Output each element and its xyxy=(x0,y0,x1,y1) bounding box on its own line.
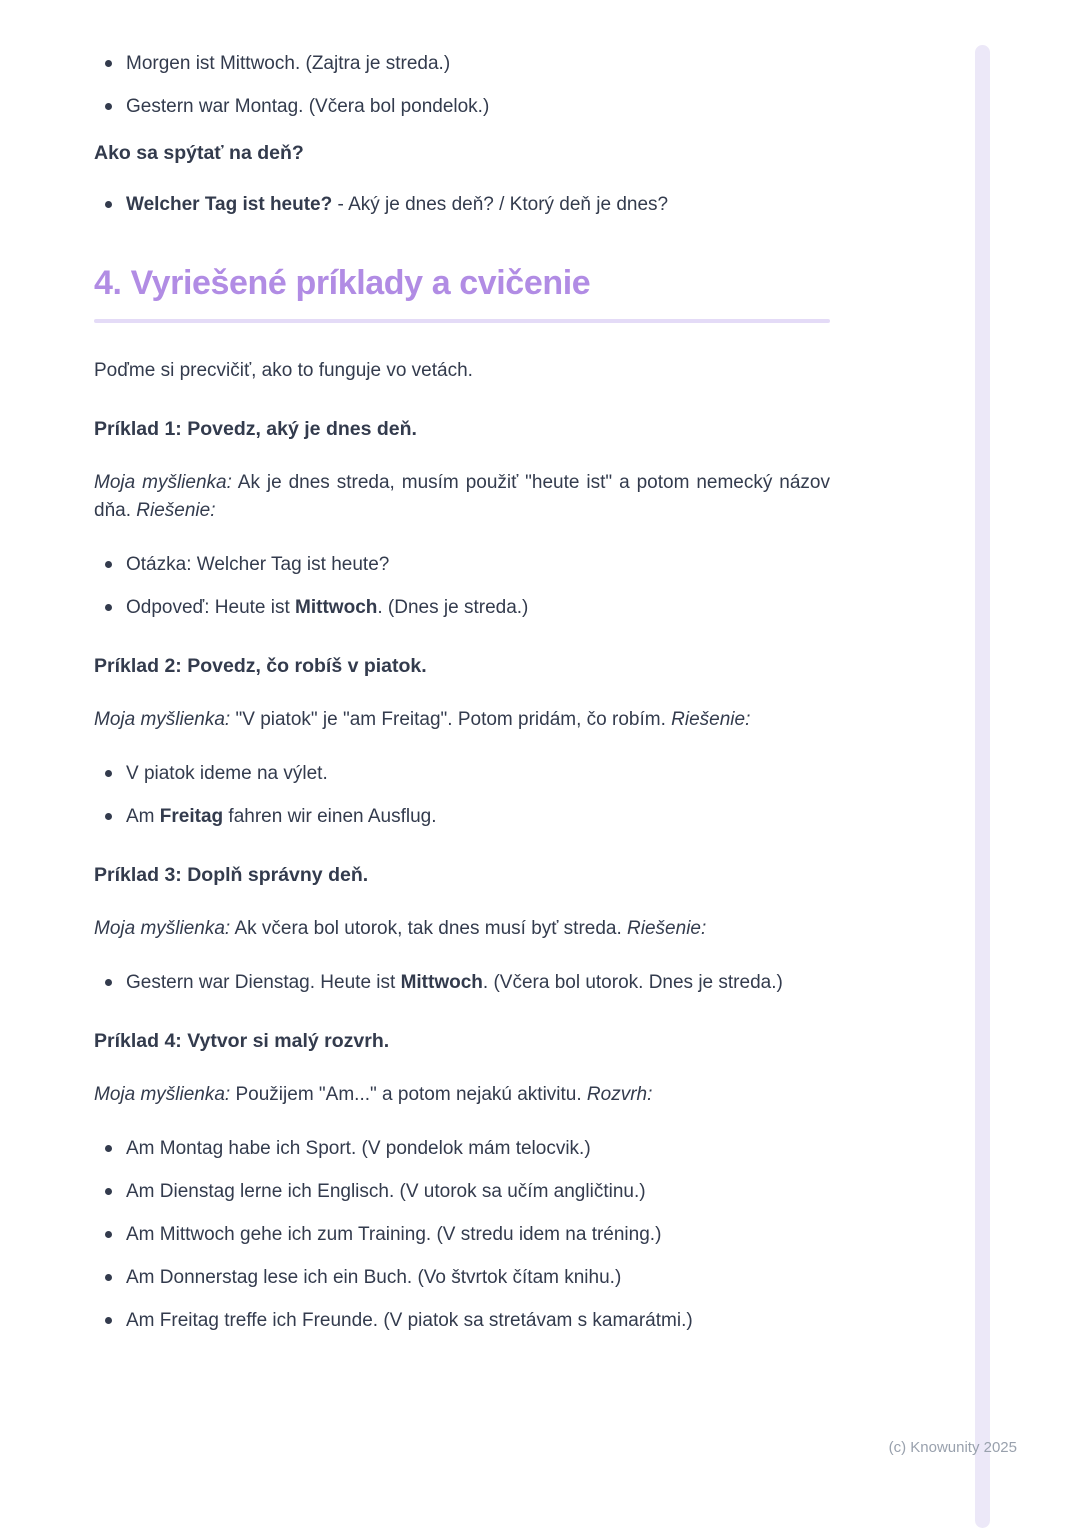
bullet-text: V piatok ideme na výlet. xyxy=(126,763,328,784)
bullet-text: Am Montag habe ich Sport. (V pondelok mám telocvik.) xyxy=(126,1138,591,1159)
thought-label: Moja myšlienka: xyxy=(94,918,231,939)
bullet-text-bold: Freitag xyxy=(159,806,224,827)
example-4-heading: Príklad 4: Vytvor si malý rozvrh. xyxy=(94,1030,390,1052)
bullet-text: Morgen ist Mittwoch. (Zajtra je streda.) xyxy=(126,53,451,74)
section-title-underline xyxy=(94,319,830,323)
list-item xyxy=(94,1135,830,1163)
top-bullet-list xyxy=(94,50,830,121)
bullet-text: fahren wir einen Ausflug. xyxy=(223,806,437,827)
list-item xyxy=(94,594,830,622)
bullet-text: Am Mittwoch gehe ich zum Training. (V stredu idem na tréning.) xyxy=(126,1224,662,1245)
copyright-footer: (c) Knowunity 2025 xyxy=(888,1439,1017,1456)
list-item xyxy=(94,760,830,788)
bullet-text: . (Dnes je streda.) xyxy=(377,597,529,618)
example-3-bullets xyxy=(94,969,830,997)
list-item xyxy=(94,803,830,831)
bullet-text: Gestern war Montag. (Včera bol pondelok.) xyxy=(126,96,490,117)
scrollbar-track[interactable] xyxy=(975,45,990,1528)
bullet-text: Am Dienstag lerne ich Englisch. (V utorok sa učím angličtinu.) xyxy=(126,1181,646,1202)
example-1-heading: Príklad 1: Povedz, aký je dnes deň. xyxy=(94,418,417,440)
bullet-text: Gestern war Dienstag. Heute ist xyxy=(126,972,401,993)
thought-label: Moja myšlienka: xyxy=(94,1084,231,1105)
bullet-text: - Aký je dnes deň? / Ktorý deň je dnes? xyxy=(332,194,669,215)
thought-text: Ak včera bol utorok, tak dnes musí byť streda. xyxy=(234,918,622,939)
example-1-thought xyxy=(94,469,830,525)
list-item xyxy=(94,969,830,997)
bullet-text: Am Donnerstag lese ich ein Buch. (Vo štvrtok čítam knihu.) xyxy=(126,1267,622,1288)
bullet-text: . (Včera bol utorok. Dnes je streda.) xyxy=(482,972,783,993)
list-item xyxy=(94,191,830,219)
list-item xyxy=(94,1221,830,1249)
bullet-text-bold: Mittwoch xyxy=(400,972,483,993)
bullet-text: Otázka: Welcher Tag ist heute? xyxy=(126,554,390,575)
bullet-text-bold: Welcher Tag ist heute? xyxy=(126,194,333,215)
thought-label: Moja myšlienka: xyxy=(94,472,232,493)
example-4-thought xyxy=(94,1081,830,1109)
solution-label: Rozvrh: xyxy=(586,1084,653,1105)
example-2-bullets xyxy=(94,760,830,831)
solution-label: Riešenie: xyxy=(136,500,216,521)
example-3-thought xyxy=(94,915,830,943)
example-4-bullets xyxy=(94,1135,830,1335)
list-item xyxy=(94,1307,830,1335)
thought-text: "V piatok" je "am Freitag". Potom pridám, čo robím. xyxy=(235,709,666,730)
thought-label: Moja myšlienka: xyxy=(94,709,231,730)
solution-label: Riešenie: xyxy=(627,918,707,939)
example-2-thought xyxy=(94,706,830,734)
bullet-text: Am Freitag treffe ich Freunde. (V piatok sa stretávam s kamarátmi.) xyxy=(126,1310,693,1331)
list-item xyxy=(94,1264,830,1292)
bullet-text: Am xyxy=(126,806,160,827)
subheading-ask-day: Ako sa spýtať na deň? xyxy=(94,142,304,164)
example-1-bullets xyxy=(94,551,830,622)
list-item xyxy=(94,93,830,121)
section-lead: Poďme si precvičiť, ako to funguje vo vetách. xyxy=(94,360,473,381)
section-title: 4. Vyriešené príklady a cvičenie xyxy=(94,264,591,302)
ask-bullet-list xyxy=(94,191,830,219)
bullet-text-bold: Mittwoch xyxy=(295,597,378,618)
solution-label: Riešenie: xyxy=(671,709,751,730)
list-item xyxy=(94,551,830,579)
document-content xyxy=(94,50,830,1350)
list-item xyxy=(94,50,830,78)
list-item xyxy=(94,1178,830,1206)
thought-text: Použijem "Am..." a potom nejakú aktivitu. xyxy=(235,1084,582,1105)
example-3-heading: Príklad 3: Doplň správny deň. xyxy=(94,864,369,886)
bullet-text: Odpoveď: Heute ist xyxy=(126,597,296,618)
example-2-heading: Príklad 2: Povedz, čo robíš v piatok. xyxy=(94,655,427,677)
thought-text: Ak je dnes streda, musím použiť "heute ist" a potom nemecký názov dňa. xyxy=(94,472,830,521)
